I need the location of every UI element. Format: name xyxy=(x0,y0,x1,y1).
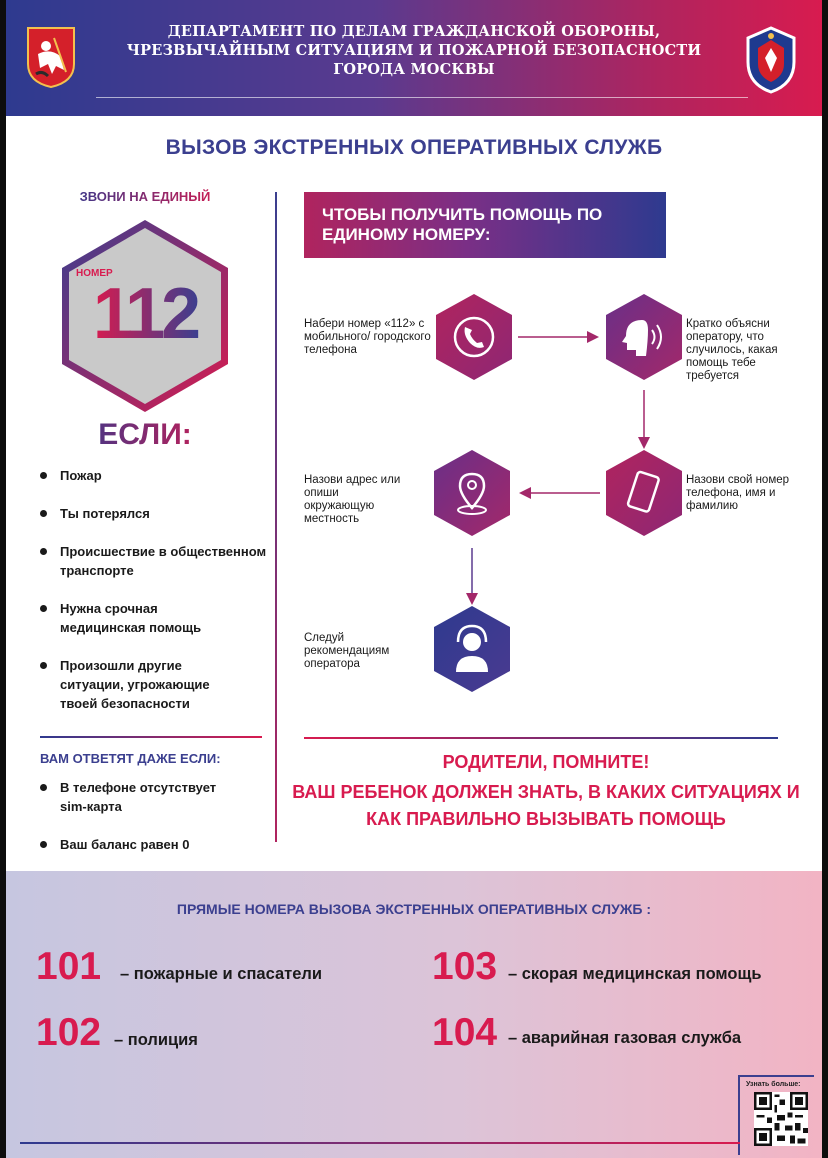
page-title: ВЫЗОВ ЭКСТРЕННЫХ ОПЕРАТИВНЫХ СЛУЖБ xyxy=(165,136,663,159)
speaking-head-icon xyxy=(606,294,682,380)
department-emblem-icon xyxy=(744,26,798,94)
number-103-label: – скорая медицинская помощь xyxy=(508,965,762,983)
list-item: Произошли другие ситуации, угрожающие твоей безопасности xyxy=(40,656,240,713)
list-item: Происшествие в общественном транспорте xyxy=(40,542,270,580)
parents-line-3: КАК ПРАВИЛЬНО ВЫЗЫВАТЬ ПОМОЩЬ xyxy=(366,809,726,829)
header-divider xyxy=(96,97,748,98)
answer-title: ВАМ ОТВЕТЯТ ДАЖЕ ЕСЛИ: xyxy=(40,751,221,766)
list-item: Нужна срочная медицинская помощь xyxy=(40,599,240,637)
department-line-3: ГОРОДА МОСКВЫ xyxy=(333,61,495,78)
smartphone-icon xyxy=(606,450,682,536)
number-101: 101 xyxy=(36,945,102,988)
number-104-label: – аварийная газовая служба xyxy=(508,1029,742,1047)
department-name xyxy=(126,22,702,79)
operator-headset-icon xyxy=(434,606,510,692)
location-pin-icon xyxy=(434,450,510,536)
list-item: Ты потерялся xyxy=(40,504,290,523)
number-101-label: – пожарные и спасатели xyxy=(120,965,323,983)
number-102-label: – полиция xyxy=(114,1031,198,1049)
parents-heading: РОДИТЕЛИ, ПОМНИТЕ! xyxy=(442,752,650,772)
list-item: В телефоне отсутствует sim-карта xyxy=(40,778,240,816)
step-2-text: Кратко объясни оператору, что случилось, какая помощь тебе требуется xyxy=(686,318,778,382)
parents-divider xyxy=(304,737,778,739)
phone-handset-icon xyxy=(436,294,512,380)
emergency-number-112: 112 xyxy=(92,274,198,354)
qr-code-icon[interactable] xyxy=(754,1091,808,1147)
qr-label: Узнать больше: xyxy=(746,1081,801,1088)
list-item: Пожар xyxy=(40,466,290,485)
footer-divider xyxy=(20,1142,740,1144)
column-divider xyxy=(275,192,277,842)
poster xyxy=(6,0,822,1158)
answer-divider xyxy=(40,736,262,738)
parents-message xyxy=(286,779,806,833)
direct-numbers-title: ПРЯМЫЕ НОМЕРА ВЫЗОВА ЭКСТРЕННЫХ ОПЕРАТИВНЫХ СЛУЖБ : xyxy=(176,901,652,917)
step-5-text: Следуй рекомендациям оператора xyxy=(304,632,390,670)
hexagon-112-badge xyxy=(58,216,232,416)
number-104: 104 xyxy=(432,1011,498,1054)
department-line-1: ДЕПАРТАМЕНТ ПО ДЕЛАМ ГРАЖДАНСКОЙ ОБОРОНЫ, xyxy=(167,23,661,40)
steps-title: ЧТОБЫ ПОЛУЧИТЬ ПОМОЩЬ ПО ЕДИНОМУ НОМЕРУ: xyxy=(322,205,603,244)
qr-section xyxy=(738,1075,814,1155)
steps-banner xyxy=(304,192,666,258)
step-4-text: Назови адрес или опиши окружающую местность xyxy=(304,474,401,525)
list-item: Ваш баланс равен 0 xyxy=(40,835,260,854)
if-label: ЕСЛИ: xyxy=(58,418,232,452)
number-word: НОМЕР xyxy=(76,268,113,279)
call-label: ЗВОНИ НА ЕДИНЫЙ xyxy=(60,189,230,204)
step-1-text: Набери номер «112» с мобильного/ городского телефона xyxy=(304,318,431,356)
department-line-2: ЧРЕЗВЫЧАЙНЫМ СИТУАЦИЯМ И ПОЖАРНОЙ БЕЗОПАСНОСТИ xyxy=(126,42,702,59)
number-103: 103 xyxy=(432,945,498,988)
number-102: 102 xyxy=(36,1011,102,1054)
direct-numbers-section xyxy=(6,871,822,1158)
parents-line-2: ВАШ РЕБЕНОК ДОЛЖЕН ЗНАТЬ, В КАКИХ СИТУАЦИЯХ И xyxy=(292,782,800,802)
step-3-text: Назови свой номер телефона, имя и фамилию xyxy=(686,474,790,512)
header-banner xyxy=(6,0,822,116)
moscow-coat-of-arms-icon xyxy=(26,26,76,88)
